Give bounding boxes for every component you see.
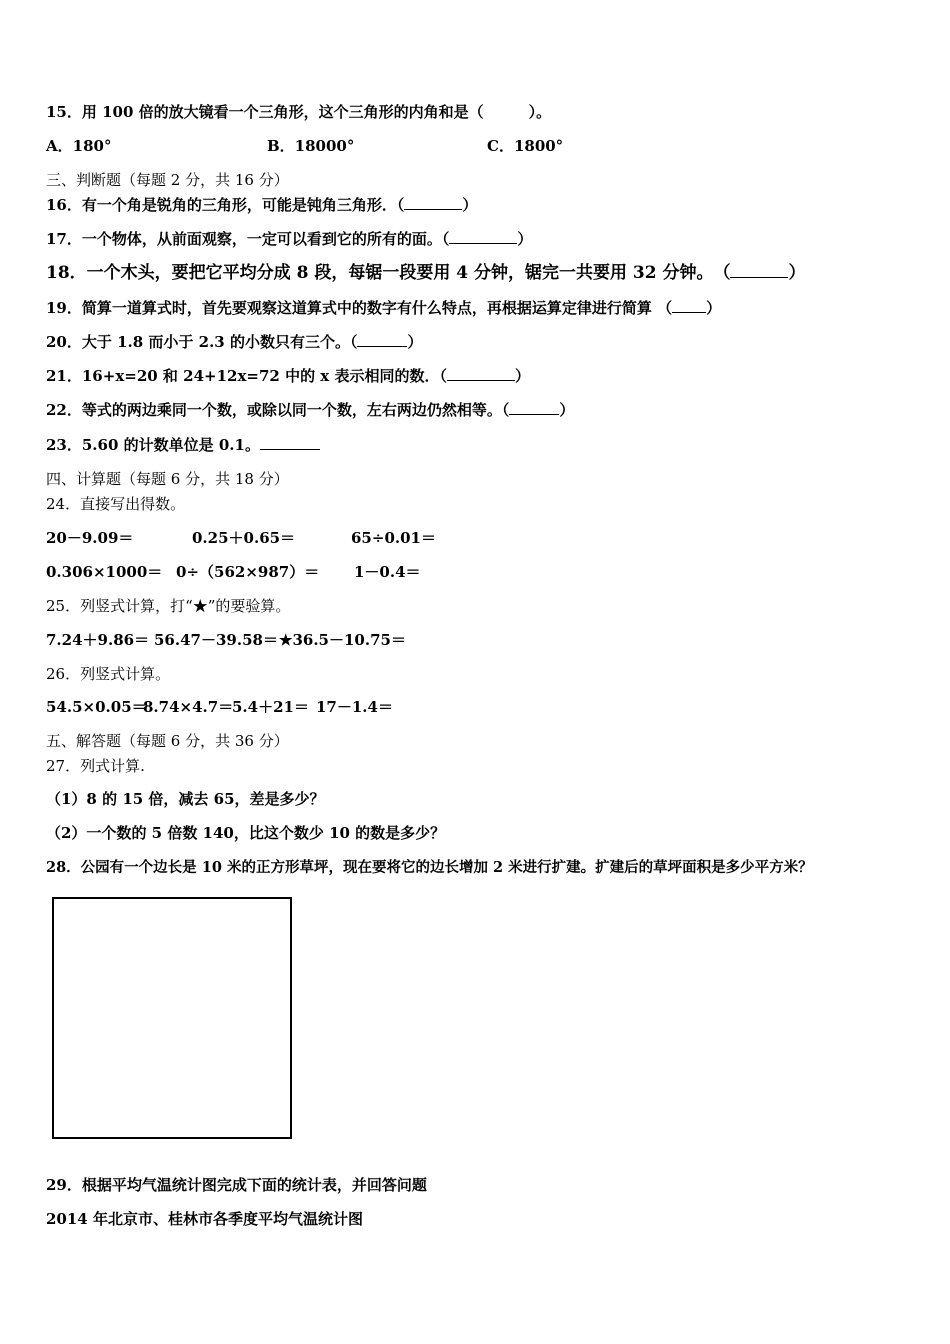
q18-text: 18．一个木头，要把它平均分成 8 段，每锯一段要用 4 分钟，锯完一共要用 32 分钟。 （ (46, 263, 731, 283)
q15-text: 15．用 100 倍的放大镜看一个三角形，这个三角形的内角和是（ ）。 (46, 103, 552, 121)
q29-chart-title: 2014 年北京市、桂林市各季度平均气温统计图 (46, 1210, 363, 1228)
q20-text: 20．大于 1.8 而小于 2.3 的小数只有三个。（ (46, 333, 358, 351)
q20-answer-blank[interactable] (357, 332, 407, 347)
q19-text: 19．简算一道算式时，首先要观察这道算式中的数字有什么特点，再根据运算定律进行简算 （ (46, 299, 673, 317)
section-5-heading: 五、解答题（每题 6 分，共 36 分） (46, 732, 289, 750)
q18-end: ） (788, 263, 806, 283)
q16-end: ） (462, 196, 478, 214)
q15-option-a: A．180° (46, 137, 112, 155)
q25-item: 7.24＋9.86＝ (46, 631, 150, 649)
q28-text: 28．公园有一个边长是 10 米的正方形草坪，现在要将它的边长增加 2 米进行扩建。扩建后的草坪面积是多少平方米？ (46, 859, 813, 876)
q19-answer-blank[interactable] (672, 298, 706, 313)
q21-answer-blank[interactable] (447, 366, 515, 381)
q15-option-b: B．18000° (267, 137, 355, 155)
section-3-heading: 三、判断题（每题 2 分，共 16 分） (46, 171, 289, 189)
q22 (46, 400, 574, 420)
q19-end: ） (706, 299, 722, 317)
q20 (46, 332, 422, 352)
q26-item: 8.74×4.7＝ (143, 698, 234, 716)
q24-item: 0÷（562×987）＝ (176, 563, 320, 581)
q17-answer-blank[interactable] (449, 229, 517, 244)
q22-answer-blank[interactable] (509, 400, 559, 415)
q24-title: 24．直接写出得数。 (46, 495, 186, 513)
q16-answer-blank[interactable] (404, 195, 462, 210)
q17-text: 17．一个物体，从前面观察，一定可以看到它的所有的面。（ (46, 230, 450, 248)
q29-text: 29．根据平均气温统计图完成下面的统计表，并回答问题 (46, 1176, 427, 1194)
q22-end: ） (559, 401, 575, 419)
q27-part-1: （1）8 的 15 倍，减去 65，差是多少？ (46, 790, 325, 808)
q18 (46, 263, 805, 283)
q24-item: 0.25＋0.65＝ (192, 529, 296, 547)
q16 (46, 195, 477, 215)
q15-option-c: C．1800° (487, 137, 564, 155)
q27-title: 27．列式计算. (46, 757, 145, 775)
q22-text: 22．等式的两边乘同一个数，或除以同一个数，左右两边仍然相等。（ (46, 401, 510, 419)
q26-item: 5.4＋21＝ (232, 698, 309, 716)
q25-title: 25．列竖式计算，打“★”的要验算。 (46, 597, 291, 615)
q25-item: ★36.5－10.75＝ (279, 631, 406, 649)
q26-item: 17－1.4＝ (316, 698, 393, 716)
q17-end: ） (517, 230, 533, 248)
q17 (46, 229, 532, 249)
q27-part-2: （2）一个数的 5 倍数 140，比这个数少 10 的数是多少？ (46, 824, 446, 842)
section-4-heading: 四、计算题（每题 6 分，共 18 分） (46, 470, 289, 488)
q26-title: 26．列竖式计算。 (46, 665, 171, 683)
q21 (46, 366, 530, 386)
q18-answer-blank[interactable] (730, 263, 788, 278)
q19 (46, 298, 721, 318)
q23-answer-blank[interactable] (260, 435, 320, 450)
q21-end: ） (514, 367, 530, 385)
q20-end: ） (407, 333, 423, 351)
q24-item: 20－9.09＝ (46, 529, 134, 547)
square-lawn-figure (52, 897, 292, 1139)
q21-text: 21．16+x=20 和 24+12x=72 中的 x 表示相同的数．（ (46, 367, 447, 385)
q23 (46, 435, 320, 455)
q25-item: 56.47－39.58＝ (154, 631, 278, 649)
q26-item: 54.5×0.05＝ (46, 698, 147, 716)
q24-item: 1－0.4＝ (354, 563, 421, 581)
q16-text: 16．有一个角是锐角的三角形，可能是钝角三角形．（ (46, 196, 405, 214)
q24-item: 65÷0.01＝ (351, 529, 436, 547)
q24-item: 0.306×1000＝ (46, 563, 163, 581)
q23-text: 23．5.60 的计数单位是 0.1。 (46, 436, 260, 454)
